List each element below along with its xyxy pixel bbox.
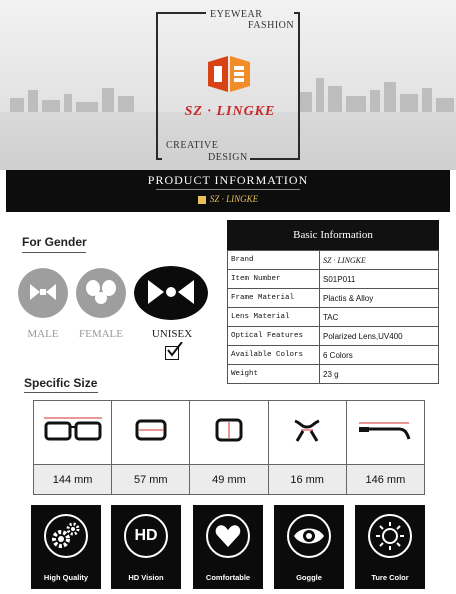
gears-icon [43, 513, 89, 559]
feature-hd-vision [111, 505, 181, 589]
strip-divider [156, 189, 300, 190]
lens-width-icon [131, 415, 171, 445]
info-key: Lens Material [228, 308, 320, 327]
info-value: 23 g [320, 365, 439, 384]
info-row [228, 289, 439, 308]
heart-icon [205, 513, 251, 559]
size-cell [346, 401, 424, 465]
info-row [228, 308, 439, 327]
basic-information-title: Basic Information [227, 220, 439, 250]
size-title: Specific Size [24, 376, 98, 390]
size-value: 144 mm [34, 465, 112, 495]
gender-title: For Gender [22, 235, 87, 249]
banner-fashion: FASHION [248, 20, 295, 31]
feature-label: Ture Color [371, 573, 409, 582]
info-value: Polarized Lens,UV400 [320, 327, 439, 346]
feature-comfortable [193, 505, 263, 589]
mini-logo-icon [198, 196, 206, 204]
size-value: 57 mm [112, 465, 190, 495]
feature-ture-color [355, 505, 425, 589]
info-key: Optical Features [228, 327, 320, 346]
size-value: 16 mm [268, 465, 346, 495]
info-key: Brand [228, 251, 320, 270]
info-row [228, 346, 439, 365]
strip-title: PRODUCT INFORMATION [147, 173, 309, 187]
eye-icon [286, 513, 332, 559]
lens-height-icon [209, 415, 249, 445]
info-value: 6 Colors [320, 346, 439, 365]
banner-creative: CREATIVE [166, 140, 219, 151]
info-value: TAC [320, 308, 439, 327]
frame-bracket-right [294, 12, 300, 160]
info-row [228, 365, 439, 384]
size-cell [112, 401, 190, 465]
sun-icon [367, 513, 413, 559]
frame-line-top [162, 12, 206, 14]
info-row [228, 251, 439, 270]
feature-high-quality [31, 505, 101, 589]
size-icon-row [34, 401, 425, 465]
frame-line-bottom [250, 158, 294, 160]
male-icon [18, 268, 68, 318]
info-value: S01P011 [320, 270, 439, 289]
info-key: Frame Material [228, 289, 320, 308]
info-key: Available Colors [228, 346, 320, 365]
info-key: Weight [228, 365, 320, 384]
gender-label-unisex: UNISEX [151, 328, 193, 340]
size-cell [34, 401, 112, 465]
info-key: Item Number [228, 270, 320, 289]
feature-label: Comfortable [205, 573, 251, 582]
strip-brand [6, 194, 450, 204]
info-value: Plactis & Alloy [320, 289, 439, 308]
strip-brand-text: SZ · LINGKE [209, 194, 259, 204]
hero-banner [0, 0, 456, 170]
info-row [228, 327, 439, 346]
feature-label: Goggle [296, 573, 322, 582]
frame-bracket-left [156, 12, 162, 160]
female-icon [76, 268, 126, 318]
banner-eyewear: EYEWEAR [210, 9, 263, 20]
size-value: 49 mm [190, 465, 268, 495]
basic-information-table [227, 220, 439, 384]
gender-label-male: MALE [27, 328, 59, 340]
size-cell [268, 401, 346, 465]
gender-label-female: FEMALE [79, 328, 123, 340]
product-information-strip [6, 170, 450, 212]
size-table [33, 400, 425, 495]
banner-design: DESIGN [208, 152, 248, 163]
frame-width-icon [38, 415, 108, 445]
size-cell [190, 401, 268, 465]
brand-logo-icon [204, 52, 254, 96]
size-value: 146 mm [346, 465, 424, 495]
feature-label: HD Vision [128, 573, 164, 582]
size-title-underline [24, 392, 98, 393]
hd-text: HD [134, 527, 158, 544]
size-value-row [34, 465, 425, 495]
checkmark-icon [166, 342, 184, 358]
info-value: SZ · LINGKE [320, 251, 439, 270]
info-table [227, 250, 439, 384]
gender-title-underline [22, 252, 86, 253]
unisex-icon [134, 266, 208, 320]
banner-brand-name: SZ · LINGKE [184, 104, 276, 119]
temple-length-icon [355, 415, 415, 445]
feature-goggle [274, 505, 344, 589]
info-row [228, 270, 439, 289]
feature-label: High Quality [43, 573, 89, 582]
bridge-width-icon [287, 415, 327, 445]
unisex-checkbox[interactable] [165, 346, 179, 360]
